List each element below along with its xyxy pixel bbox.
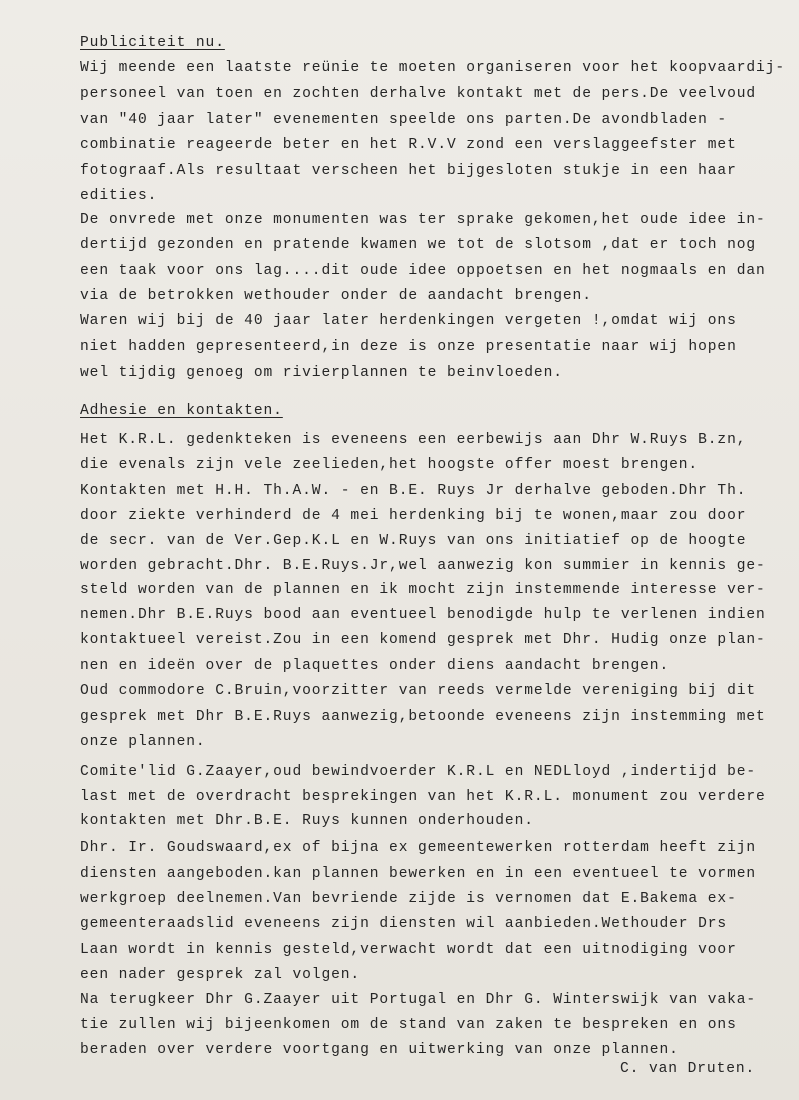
adhesion-line: gesprek met Dhr B.E.Ruys aanwezig,betoonde eveneens zijn instemming met — [80, 709, 766, 725]
publicity-line: combinatie reageerde beter en het R.V.V zond een verslaggeefster met — [80, 137, 737, 153]
adhesion-line: Na terugkeer Dhr G.Zaayer uit Portugal en Dhr G. Winterswijk van vaka- — [80, 992, 757, 1008]
publicity-line: een taak voor ons lag....dit oude idee oppoetsen en het nogmaals en dan — [80, 263, 766, 279]
publicity-line: Wij meende een laatste reünie te moeten organiseren voor het koopvaardij- — [80, 60, 786, 76]
publicity-line: personeel van toen en zochten derhalve kontakt met de pers.De veelvoud — [80, 86, 757, 102]
adhesion-line: Het K.R.L. gedenkteken is eveneens een eerbewijs aan Dhr W.Ruys B.zn, — [80, 432, 747, 448]
adhesion-line: de secr. van de Ver.Gep.K.L en W.Ruys van ons initiatief op de hoogte — [80, 533, 747, 549]
adhesion-line: kontakten met Dhr.B.E. Ruys kunnen onderhouden. — [80, 813, 534, 829]
publicity-line: niet hadden gepresenteerd,in deze is onze presentatie naar wij hopen — [80, 339, 737, 355]
publicity-line: Waren wij bij de 40 jaar later herdenkingen vergeten !,omdat wij ons — [80, 313, 737, 329]
adhesion-line: door ziekte verhinderd de 4 mei herdenking bij te wonen,maar zou door — [80, 508, 747, 524]
adhesion-line: onze plannen. — [80, 734, 206, 750]
heading-adhesion: Adhesie en kontakten. — [80, 403, 283, 419]
adhesion-line: die evenals zijn vele zeelieden,het hoogste offer moest brengen. — [80, 457, 699, 473]
adhesion-line: last met de overdracht besprekingen van het K.R.L. monument zou verdere — [80, 789, 766, 805]
adhesion-line: steld worden van de plannen en ik mocht zijn instemmende interesse ver- — [80, 582, 766, 598]
publicity-line: fotograaf.Als resultaat verscheen het bijgesloten stukje in een haar — [80, 163, 737, 179]
adhesion-line: Oud commodore C.Bruin,voorzitter van reeds vermelde vereniging bij dit — [80, 683, 757, 699]
adhesion-line: een nader gesprek zal volgen. — [80, 967, 361, 983]
publicity-line: dertijd gezonden en pratende kwamen we tot de slotsom ,dat er toch nog — [80, 237, 757, 253]
adhesion-line: nemen.Dhr B.E.Ruys bood aan eventueel benodigde hulp te verlenen indien — [80, 607, 766, 623]
adhesion-line: werkgroep deelnemen.Van bevriende zijde is vernomen dat E.Bakema ex- — [80, 891, 737, 907]
adhesion-line: beraden over verdere voortgang en uitwerking van onze plannen. — [80, 1042, 679, 1058]
adhesion-line: gemeenteraadslid eveneens zijn diensten wil aanbieden.Wethouder Drs — [80, 916, 728, 932]
document-body — [80, 0, 795, 1077]
publicity-line: edities. — [80, 188, 158, 204]
adhesion-line: nen en ideën over de plaquettes onder diens aandacht brengen. — [80, 658, 670, 674]
signature: C. van Druten. — [620, 1061, 756, 1077]
adhesion-line: worden gebracht.Dhr. B.E.Ruys.Jr,wel aanwezig kon summier in kennis ge- — [80, 558, 766, 574]
adhesion-line: kontaktueel vereist.Zou in een komend gesprek met Dhr. Hudig onze plan- — [80, 632, 766, 648]
adhesion-line: Comite'lid G.Zaayer,oud bewindvoerder K.R.L en NEDLloyd ,indertijd be- — [80, 764, 757, 780]
adhesion-line: diensten aangeboden.kan plannen bewerken en in een eventueel te vormen — [80, 866, 757, 882]
adhesion-line: Laan wordt in kennis gesteld,verwacht wordt dat een uitnodiging voor — [80, 942, 737, 958]
adhesion-line: Dhr. Ir. Goudswaard,ex of bijna ex gemeentewerken rotterdam heeft zijn — [80, 840, 757, 856]
adhesion-line: tie zullen wij bijeenkomen om de stand van zaken te bespreken en ons — [80, 1017, 737, 1033]
publicity-line: van "40 jaar later" evenementen speelde ons parten.De avondbladen - — [80, 112, 728, 128]
adhesion-line: Kontakten met H.H. Th.A.W. - en B.E. Ruys Jr derhalve geboden.Dhr Th. — [80, 483, 747, 499]
publicity-line: wel tijdig genoeg om rivierplannen te beinvloeden. — [80, 365, 563, 381]
heading-publicity: Publiciteit nu. — [80, 35, 225, 51]
publicity-line: De onvrede met onze monumenten was ter sprake gekomen,het oude idee in- — [80, 212, 766, 228]
publicity-line: via de betrokken wethouder onder de aandacht brengen. — [80, 288, 592, 304]
